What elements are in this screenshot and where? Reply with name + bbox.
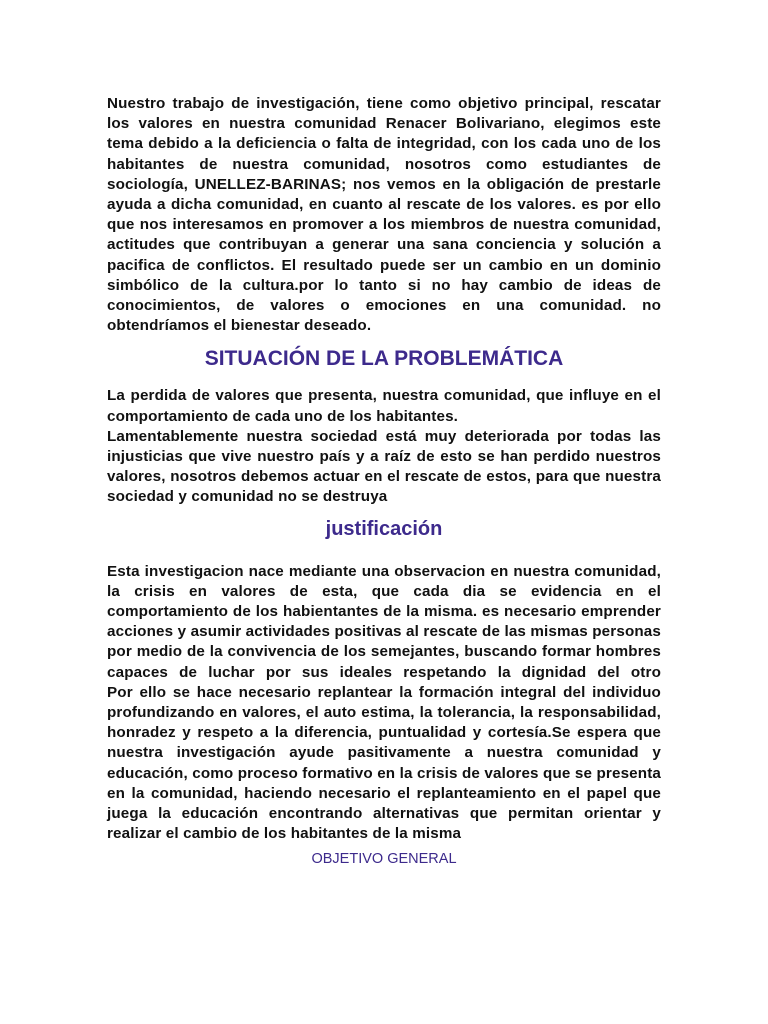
justificacion-paragraph-1: Esta investigacion nace mediante una observacion en nuestra comunidad, la crisis en valores de esta, que cada dia se evidencia en el comportamiento de los habientantes de la misma. es necesario emprender acciones y asumir actividades positivas al rescate de las mismas personas por medio de la convivencia de los semejantes, buscando formar hombres capaces de luchar por sus ideales respetando la dignidad del otro [107, 562, 661, 681]
document-page [107, 94, 661, 869]
situacion-paragraph-1: La perdida de valores que presenta, nuestra comunidad, que influye en el comportamiento de cada uno de los habitantes. [107, 387, 661, 425]
justificacion-paragraph-2: Por ello se hace necesario replantear la formación integral del individuo profundizando en valores, el auto estima, la tolerancia, la responsabilidad, honradez y respeto a la diferencia, puntualidad y cortesía.Se espera que nuestra investigación ayude pasitivamente a nuestra comunidad y educación, como proceso formativo en la crisis de valores que se presenta en la comunidad, haciendo necesario el replanteamiento en el papel que juega la educación encontrando alternativas que permitan orientar y realizar el cambio de los habitantes de la misma [107, 683, 661, 843]
situacion-paragraph-2: Lamentablemente nuestra sociedad está muy deteriorada por todas las injusticias que vive nuestro país y a raíz de esto se han perdido nuestros valores, nosotros debemos actuar en el rescate de estos, para que nuestra sociedad y comunidad no se destruya [107, 427, 661, 506]
heading-situacion: SITUACIÓN DE LA PROBLEMÁTICA [204, 347, 564, 371]
heading-justificacion: justificación [325, 517, 443, 540]
intro-paragraph: Nuestro trabajo de investigación, tiene como objetivo principal, rescatar los valores en nuestra comunidad Renacer Bolivariano, elegimos este tema debido a la deficiencia o falta de integridad, con los cada uno de los habitantes de nuestra comunidad, nosotros como estudiantes de sociología, UNELLEZ-BARINAS; nos vemos en la obligación de prestarle ayuda a dicha comunidad, en cuanto al rescate de los valores. es por ello que nos interesamos en promover a los miembros de nuestra comunidad, actitudes que contribuyan a generar una sana conciencia y solución a pacifica de conflictos. El resultado puede ser un cambio en un dominio simbólico de la cultura.por lo tanto si no hay cambio de ideas de conocimientos, de valores o emociones en una comunidad. no obtendríamos el bienestar deseado. [107, 95, 661, 335]
heading-objetivo-general: OBJETIVO GENERAL [311, 850, 457, 867]
